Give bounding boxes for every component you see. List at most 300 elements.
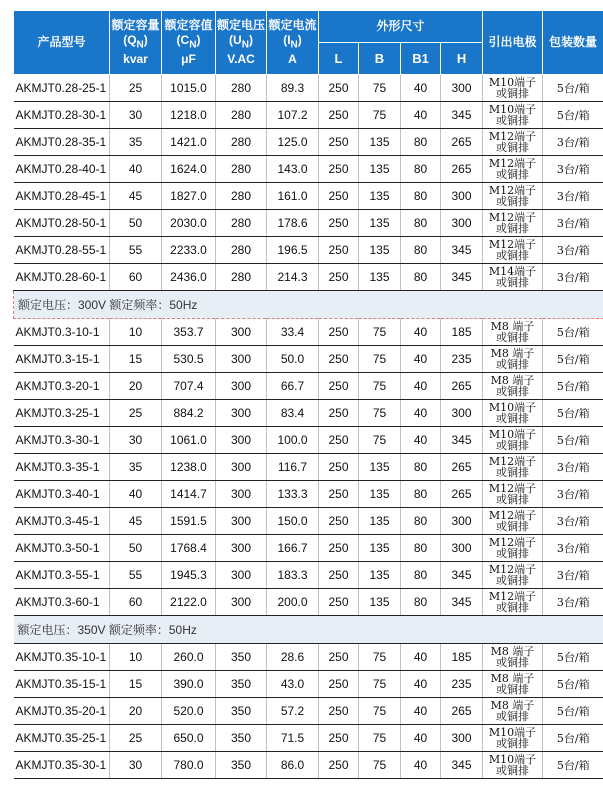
header-voltage: 额定电压 $(U_N)$ V.AC (216, 11, 267, 75)
terminal-type: M12端子 (488, 130, 537, 143)
cell-capacity: 40 (110, 156, 162, 183)
cell-capacity: 55 (110, 237, 162, 264)
cell-dim-l: 250 (319, 210, 359, 237)
cell-terminal (483, 319, 543, 346)
cell-voltage: 280 (216, 210, 267, 237)
cell-capacitance: 1945.3 (162, 562, 216, 589)
cell-current: 161.0 (267, 183, 319, 210)
cell-model: AKMJT0.35-10-1 (14, 644, 110, 671)
cell-capacitance: 1238.0 (162, 454, 216, 481)
cell-model: AKMJT0.35-30-1 (14, 752, 110, 779)
header-dim-b: B (359, 43, 401, 75)
terminal-type: M10端子 (488, 428, 537, 441)
cell-voltage: 300 (216, 373, 267, 400)
cell-dim-b: 135 (359, 156, 401, 183)
cell-dim-l: 250 (319, 183, 359, 210)
cell-model: AKMJT0.35-15-1 (14, 671, 110, 698)
header-packing: 包装数量 (543, 11, 603, 75)
table-row (14, 400, 603, 427)
cell-capacitance: 520.0 (162, 698, 216, 725)
cell-terminal (483, 373, 543, 400)
header-current: 额定电流 $(I_N)$ A (267, 11, 319, 75)
cell-model: AKMJT0.3-20-1 (14, 373, 110, 400)
cell-current: 107.2 (267, 102, 319, 129)
cell-packing: 3台/箱 (543, 535, 603, 562)
table-row (14, 183, 603, 210)
cell-capacity: 25 (110, 400, 162, 427)
cell-voltage: 350 (216, 725, 267, 752)
cell-dim-b1: 40 (401, 400, 441, 427)
cell-dim-l: 250 (319, 589, 359, 616)
cell-capacity: 15 (110, 671, 162, 698)
cell-current: 143.0 (267, 156, 319, 183)
cell-capacity: 55 (110, 562, 162, 589)
cell-packing: 3台/箱 (543, 562, 603, 589)
cell-capacitance: 2233.0 (162, 237, 216, 264)
cell-packing: 5台/箱 (543, 319, 603, 346)
cell-dim-b1: 40 (401, 698, 441, 725)
cell-model: AKMJT0.28-60-1 (14, 264, 110, 291)
cell-capacitance: 353.7 (162, 319, 216, 346)
section-header-row (14, 291, 603, 319)
cell-voltage: 300 (216, 508, 267, 535)
terminal-type: M12端子 (488, 590, 537, 603)
cell-terminal (483, 156, 543, 183)
cell-dim-b1: 80 (401, 562, 441, 589)
cell-packing: 5台/箱 (543, 698, 603, 725)
cell-terminal (483, 183, 543, 210)
terminal-type: M10端子 (488, 76, 537, 89)
cell-model: AKMJT0.3-30-1 (14, 427, 110, 454)
cell-dim-b: 135 (359, 237, 401, 264)
cell-dim-b: 135 (359, 481, 401, 508)
cell-capacity: 30 (110, 427, 162, 454)
cell-model: AKMJT0.28-55-1 (14, 237, 110, 264)
cell-dim-h: 300 (441, 535, 483, 562)
cell-current: 28.6 (267, 644, 319, 671)
cell-model: AKMJT0.3-45-1 (14, 508, 110, 535)
cell-dim-b1: 40 (401, 319, 441, 346)
cell-capacity: 45 (110, 183, 162, 210)
table-row (14, 671, 603, 698)
cell-voltage: 300 (216, 562, 267, 589)
cell-dim-h: 300 (441, 508, 483, 535)
cell-terminal (483, 129, 543, 156)
cell-terminal (483, 264, 543, 291)
terminal-type: M8 端子 (490, 347, 535, 360)
cell-packing: 5台/箱 (543, 427, 603, 454)
cell-dim-b1: 80 (401, 264, 441, 291)
cell-dim-h: 265 (441, 454, 483, 481)
cell-capacitance: 780.0 (162, 752, 216, 779)
cell-packing: 5台/箱 (543, 102, 603, 129)
cell-dim-h: 235 (441, 671, 483, 698)
cell-dim-h: 345 (441, 264, 483, 291)
cell-dim-b1: 80 (401, 237, 441, 264)
cell-voltage: 280 (216, 156, 267, 183)
cell-current: 89.3 (267, 75, 319, 102)
section-header-row (14, 616, 603, 644)
terminal-alt: 或铜排 (496, 141, 530, 154)
cell-voltage: 300 (216, 481, 267, 508)
terminal-type: M12端子 (488, 563, 537, 576)
cell-capacity: 60 (110, 589, 162, 616)
cell-capacity: 20 (110, 698, 162, 725)
cell-current: 33.4 (267, 319, 319, 346)
cell-terminal (483, 698, 543, 725)
cell-dim-b: 75 (359, 373, 401, 400)
cell-dim-h: 185 (441, 319, 483, 346)
cell-dim-b1: 40 (401, 373, 441, 400)
table-row (14, 698, 603, 725)
cell-dim-b: 75 (359, 644, 401, 671)
cell-dim-h: 265 (441, 698, 483, 725)
terminal-alt: 或铜排 (496, 195, 530, 208)
terminal-alt: 或铜排 (496, 439, 530, 452)
cell-dim-b: 135 (359, 589, 401, 616)
table-row (14, 319, 603, 346)
header-dimensions: 外形尺寸 (319, 11, 483, 43)
terminal-alt: 或铜排 (496, 547, 530, 560)
table-body (14, 75, 603, 779)
cell-packing: 5台/箱 (543, 752, 603, 779)
cell-dim-h: 265 (441, 129, 483, 156)
cell-terminal (483, 589, 543, 616)
terminal-type: M12端子 (488, 455, 537, 468)
cell-voltage: 350 (216, 671, 267, 698)
cell-capacity: 35 (110, 454, 162, 481)
section-title: 额定电压：350V 额定频率：50Hz (14, 616, 603, 644)
table-row (14, 129, 603, 156)
cell-dim-l: 250 (319, 346, 359, 373)
terminal-alt: 或铜排 (496, 168, 530, 181)
cell-capacitance: 1591.5 (162, 508, 216, 535)
cell-voltage: 300 (216, 427, 267, 454)
cell-capacity: 50 (110, 535, 162, 562)
cell-capacitance: 650.0 (162, 725, 216, 752)
cell-dim-b1: 80 (401, 508, 441, 535)
cell-capacitance: 1414.7 (162, 481, 216, 508)
cell-capacity: 50 (110, 210, 162, 237)
cell-dim-h: 345 (441, 427, 483, 454)
cell-model: AKMJT0.28-25-1 (14, 75, 110, 102)
header-capacitance: 额定容值 $(C_N)$ μF (162, 11, 216, 75)
cell-current: 178.6 (267, 210, 319, 237)
table-row (14, 535, 603, 562)
cell-current: 66.7 (267, 373, 319, 400)
cell-capacitance: 1061.0 (162, 427, 216, 454)
terminal-type: M12端子 (488, 238, 537, 251)
cell-dim-b: 75 (359, 671, 401, 698)
cell-voltage: 350 (216, 752, 267, 779)
cell-dim-l: 250 (319, 102, 359, 129)
terminal-alt: 或铜排 (496, 331, 530, 344)
cell-terminal (483, 535, 543, 562)
cell-voltage: 280 (216, 102, 267, 129)
cell-capacity: 15 (110, 346, 162, 373)
cell-dim-l: 250 (319, 562, 359, 589)
terminal-alt: 或铜排 (496, 87, 530, 100)
cell-dim-h: 345 (441, 589, 483, 616)
cell-dim-b: 75 (359, 752, 401, 779)
cell-dim-b: 135 (359, 535, 401, 562)
terminal-alt: 或铜排 (496, 737, 530, 750)
terminal-type: M8 端子 (490, 645, 535, 658)
terminal-type: M14端子 (488, 265, 537, 278)
cell-dim-l: 250 (319, 725, 359, 752)
cell-dim-b1: 80 (401, 129, 441, 156)
cell-current: 214.3 (267, 264, 319, 291)
cell-packing: 5台/箱 (543, 644, 603, 671)
cell-voltage: 280 (216, 264, 267, 291)
cell-model: AKMJT0.28-35-1 (14, 129, 110, 156)
cell-current: 71.5 (267, 725, 319, 752)
header-dim-h: H (441, 43, 483, 75)
cell-current: 83.4 (267, 400, 319, 427)
cell-dim-b: 135 (359, 183, 401, 210)
cell-current: 116.7 (267, 454, 319, 481)
cell-packing: 3台/箱 (543, 481, 603, 508)
cell-model: AKMJT0.3-15-1 (14, 346, 110, 373)
cell-capacitance: 1827.0 (162, 183, 216, 210)
cell-dim-b1: 40 (401, 102, 441, 129)
cell-dim-l: 250 (319, 481, 359, 508)
cell-voltage: 300 (216, 400, 267, 427)
table-row (14, 373, 603, 400)
terminal-type: M12端子 (488, 184, 537, 197)
cell-voltage: 300 (216, 535, 267, 562)
cell-dim-b1: 80 (401, 481, 441, 508)
cell-dim-l: 250 (319, 535, 359, 562)
terminal-alt: 或铜排 (496, 249, 530, 262)
cell-current: 183.3 (267, 562, 319, 589)
table-row (14, 427, 603, 454)
terminal-type: M10端子 (488, 753, 537, 766)
cell-terminal (483, 400, 543, 427)
cell-terminal (483, 427, 543, 454)
cell-capacitance: 1421.0 (162, 129, 216, 156)
cell-current: 43.0 (267, 671, 319, 698)
terminal-alt: 或铜排 (496, 276, 530, 289)
terminal-alt: 或铜排 (496, 656, 530, 669)
cell-model: AKMJT0.3-50-1 (14, 535, 110, 562)
cell-capacity: 10 (110, 644, 162, 671)
cell-dim-l: 250 (319, 319, 359, 346)
cell-dim-b1: 80 (401, 535, 441, 562)
cell-terminal (483, 346, 543, 373)
cell-capacity: 20 (110, 373, 162, 400)
cell-dim-l: 250 (319, 752, 359, 779)
cell-packing: 3台/箱 (543, 156, 603, 183)
section-title: 额定电压：300V 额定频率：50Hz (14, 291, 603, 319)
cell-capacity: 25 (110, 725, 162, 752)
cell-model: AKMJT0.3-55-1 (14, 562, 110, 589)
table-row (14, 562, 603, 589)
cell-capacitance: 1015.0 (162, 75, 216, 102)
cell-dim-l: 250 (319, 427, 359, 454)
cell-dim-b1: 40 (401, 644, 441, 671)
cell-current: 125.0 (267, 129, 319, 156)
cell-dim-l: 250 (319, 237, 359, 264)
cell-capacitance: 2436.0 (162, 264, 216, 291)
terminal-type: M12端子 (488, 482, 537, 495)
cell-dim-b: 135 (359, 508, 401, 535)
cell-voltage: 300 (216, 346, 267, 373)
cell-dim-h: 265 (441, 156, 483, 183)
cell-packing: 5台/箱 (543, 671, 603, 698)
cell-terminal (483, 725, 543, 752)
cell-dim-b1: 40 (401, 725, 441, 752)
cell-dim-l: 250 (319, 644, 359, 671)
terminal-alt: 或铜排 (496, 710, 530, 723)
cell-dim-l: 250 (319, 129, 359, 156)
cell-packing: 3台/箱 (543, 129, 603, 156)
terminal-type: M8 端子 (490, 672, 535, 685)
cell-capacity: 25 (110, 75, 162, 102)
cell-packing: 5台/箱 (543, 400, 603, 427)
cell-voltage: 280 (216, 237, 267, 264)
cell-capacity: 60 (110, 264, 162, 291)
cell-dim-l: 250 (319, 156, 359, 183)
cell-dim-b1: 40 (401, 427, 441, 454)
cell-dim-b: 135 (359, 210, 401, 237)
cell-capacity: 35 (110, 129, 162, 156)
cell-model: AKMJT0.35-20-1 (14, 698, 110, 725)
cell-capacitance: 1768.4 (162, 535, 216, 562)
cell-dim-h: 300 (441, 183, 483, 210)
cell-dim-h: 345 (441, 752, 483, 779)
cell-dim-b: 75 (359, 346, 401, 373)
cell-dim-b: 75 (359, 427, 401, 454)
terminal-type: M12端子 (488, 157, 537, 170)
terminal-alt: 或铜排 (496, 114, 530, 127)
cell-capacity: 30 (110, 752, 162, 779)
terminal-alt: 或铜排 (496, 601, 530, 614)
cell-terminal (483, 752, 543, 779)
table-row (14, 752, 603, 779)
cell-capacitance: 390.0 (162, 671, 216, 698)
cell-capacitance: 530.5 (162, 346, 216, 373)
header-capacity: 额定容量 $(Q_N)$ kvar (110, 11, 162, 75)
cell-dim-h: 235 (441, 346, 483, 373)
cell-dim-b: 75 (359, 319, 401, 346)
cell-dim-h: 300 (441, 75, 483, 102)
cell-dim-h: 300 (441, 210, 483, 237)
cell-packing: 5台/箱 (543, 725, 603, 752)
cell-model: AKMJT0.28-30-1 (14, 102, 110, 129)
cell-dim-l: 250 (319, 454, 359, 481)
header-dim-b1: B1 (401, 43, 441, 75)
cell-dim-b1: 40 (401, 75, 441, 102)
cell-packing: 5台/箱 (543, 373, 603, 400)
terminal-alt: 或铜排 (496, 412, 530, 425)
cell-packing: 5台/箱 (543, 75, 603, 102)
cell-current: 196.5 (267, 237, 319, 264)
cell-capacitance: 2030.0 (162, 210, 216, 237)
table-row (14, 264, 603, 291)
cell-current: 133.3 (267, 481, 319, 508)
table-row (14, 508, 603, 535)
terminal-type: M12端子 (488, 211, 537, 224)
cell-terminal (483, 75, 543, 102)
cell-current: 166.7 (267, 535, 319, 562)
cell-capacitance: 2122.0 (162, 589, 216, 616)
cell-dim-b: 135 (359, 454, 401, 481)
cell-capacity: 30 (110, 102, 162, 129)
cell-voltage: 280 (216, 129, 267, 156)
cell-dim-b1: 40 (401, 671, 441, 698)
cell-current: 100.0 (267, 427, 319, 454)
terminal-alt: 或铜排 (496, 358, 530, 371)
header-dim-l: L (319, 43, 359, 75)
terminal-type: M12端子 (488, 509, 537, 522)
spec-table (13, 10, 603, 779)
cell-packing: 3台/箱 (543, 508, 603, 535)
cell-dim-h: 265 (441, 481, 483, 508)
cell-voltage: 300 (216, 589, 267, 616)
cell-dim-b1: 80 (401, 589, 441, 616)
terminal-alt: 或铜排 (496, 385, 530, 398)
cell-model: AKMJT0.3-10-1 (14, 319, 110, 346)
terminal-type: M12端子 (488, 536, 537, 549)
terminal-alt: 或铜排 (496, 222, 530, 235)
cell-dim-h: 345 (441, 562, 483, 589)
cell-dim-b: 75 (359, 400, 401, 427)
cell-model: AKMJT0.28-50-1 (14, 210, 110, 237)
cell-dim-b1: 80 (401, 210, 441, 237)
cell-current: 200.0 (267, 589, 319, 616)
table-row (14, 454, 603, 481)
cell-voltage: 350 (216, 644, 267, 671)
table-row (14, 75, 603, 102)
cell-terminal (483, 237, 543, 264)
cell-packing: 3台/箱 (543, 454, 603, 481)
cell-dim-l: 250 (319, 75, 359, 102)
cell-capacitance: 1218.0 (162, 102, 216, 129)
cell-packing: 3台/箱 (543, 237, 603, 264)
table-row (14, 481, 603, 508)
cell-dim-b1: 40 (401, 752, 441, 779)
cell-voltage: 280 (216, 75, 267, 102)
cell-model: AKMJT0.3-40-1 (14, 481, 110, 508)
cell-dim-l: 250 (319, 508, 359, 535)
table-row (14, 644, 603, 671)
cell-voltage: 300 (216, 319, 267, 346)
cell-packing: 3台/箱 (543, 210, 603, 237)
cell-voltage: 280 (216, 183, 267, 210)
cell-capacity: 45 (110, 508, 162, 535)
cell-dim-b: 135 (359, 562, 401, 589)
cell-model: AKMJT0.3-25-1 (14, 400, 110, 427)
table-row (14, 210, 603, 237)
cell-dim-b: 75 (359, 75, 401, 102)
table-row (14, 589, 603, 616)
cell-voltage: 300 (216, 454, 267, 481)
cell-capacitance: 260.0 (162, 644, 216, 671)
cell-dim-h: 300 (441, 725, 483, 752)
cell-dim-b: 75 (359, 102, 401, 129)
cell-packing: 5台/箱 (543, 346, 603, 373)
cell-dim-l: 250 (319, 671, 359, 698)
cell-current: 150.0 (267, 508, 319, 535)
cell-packing: 3台/箱 (543, 183, 603, 210)
terminal-alt: 或铜排 (496, 493, 530, 506)
terminal-type: M8 端子 (490, 699, 535, 712)
cell-dim-b: 135 (359, 264, 401, 291)
terminal-type: M10端子 (488, 401, 537, 414)
header-model: 产品型号 (14, 11, 110, 75)
terminal-alt: 或铜排 (496, 466, 530, 479)
